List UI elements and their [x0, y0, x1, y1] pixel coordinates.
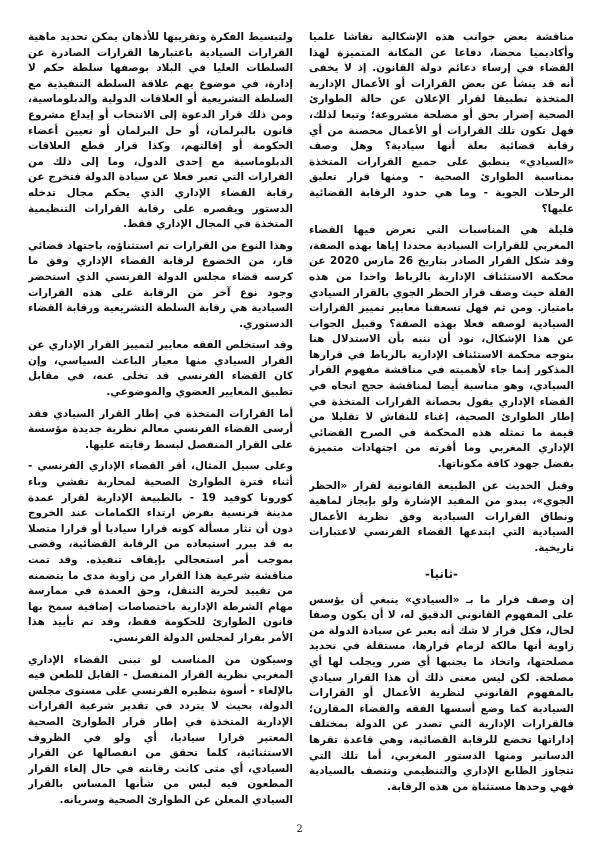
page-number: 2: [296, 824, 303, 835]
paragraph: وعلى سبيل المثال، أقر القضاء الإداري الفرنسي - أثناء فترة الطوارئ الصحية لمحاربة تفشي وباء كورونا كوفيد 19 - بالطبيعة الإدارية لقرار عمدة مدينة فرنسية بفرض ارتداء الكمامات عند الخروج دون أن تثار مسألة كونه قرارا سياديا أو قرارا متصلا به قد يبرر استبعاده من الرقابة القضائية، وقضى بموجب أمر استعجالي بإيقاف تنفيذه. وقد تمت مناقشة شرعية هذا القرار من زاوية مدى ما يتضمنه من تقييد لحرية التنقل، وحق العمدة في ممارسة مهام الشرطة الإدارية باختصاصات إضافية سمح بها قانون الطوارئ للحكومة فقط، وقد تم تأييد هذا الأمر بقرار لمجلس الدولة الفرنسي.: [28, 460, 293, 644]
paragraph: ولتبسيط الفكرة وتقريبها للأذهان يمكن تحديد ماهية القرارات السيادية باعتبارها القرارات الصادرة عن السلطات العليا في البلاد بوصفها سلطة حكم لا إدارة، في موضوع يهم علاقة السلطة التنفيذية مع السلطة التشريعية أو العلاقات الدولية والدبلوماسية، ومن ذلك قرار الدعوة إلى الانتخاب أو إيداع مشروع قانون بالبرلمان، أو حل البرلمان أو تعيين أعضاء الحكومة أو إقالتهم، وكذا قرار قطع العلاقات الدبلوماسية مع إحدى الدول، وما إلى ذلك من القرارات التي تعبر فعلا عن سيادة الدولة فتخرج عن رقابة القضاء الإداري الذي يحكم مجال تدخله الدستور ويقصره على رقابة القرارات التنظيمية المتخذة في المجال الإداري فقط.: [28, 31, 293, 231]
paragraph: وقد استخلص الفقه معايير لتمييز القرار الإداري عن القرار السيادي منها معيار الباعث السياسي، وإن كان القضاء الفرنسي قد تخلى عنه، في مقابل تطبيق المعايير العضوي والموضوعي.: [28, 339, 293, 399]
paragraph: وقبل الحديث عن الطبيعة القانونية لقرار «الحظر الجوي»، يبدو من المفيد الإشارة ولو بإيجاز لماهية ونطاق القرارات السيادية وفق نظرية الأعمال السيادية التي ابتدعها القضاء الفرنسي لاعتبارات تاريخية.: [309, 479, 574, 554]
paragraph: مناقشة بعض جوانب هذه الإشكالية نقاشا علميا وأكاديميا محضا، دفاعا عن المكانة المتميزة لهذا القضاء في إرساء دعائم دولة القانون. إذ لا يخفى أنه قد ينشأ عن بعض القرارات أو الأعمال الإدارية المتخذة تطبيقا لقرار الإعلان عن حالة الطوارئ الصحية إضرار بحق أو مصلحة مشروعة؛ وتبعا لذلك، فهل تكون تلك القرارات أو الأعمال محصنة من أي رقابة قضائية بعلة أنها سيادية؟ وهل وصف «السيادي» ينطبق على جميع القرارات المتخذة بمناسبة الطوارئ الصحية - ومنها قرار تعليق الرحلات الجوية - وما هي حدود الرقابة القضائية عليها؟: [309, 31, 574, 215]
section-separator: -ثانيا-: [425, 566, 458, 581]
paragraph: قليلة هي المناسبات التي تعرض فيها القضاء المغربي للقرارات السيادية محددا إياها بهذه الصفة، وقد شكل القرار الصادر بتاريخ 26 مارس 2020 عن محكمة الاستئناف الإدارية بالرباط واحدا من هذه القلة حيث وصف قرار الحظر الجوي بالقرار السيادي بامتياز. ومن ثم فهل تسعفنا معايير تمييز القرارات السيادية لوصفه فعلا بهذه الصفة؟ وقبيل الجواب عن هذا الإشكال، نود أن ننبه بأن الاستدلال هنا بتوجه محكمة الاستئناف الإدارية بالرباط في قرارها المذكور إنما جاء لأهميته في مناقشة مفهوم القرار السيادي، وهو مناسبة أيضا لمناقشة حجج اتجاه في القضاء الإداري يقول بحصانة القرارات المتخذة في إطار الطوارئ الصحية، إغناء للنقاش لا تقليلا من قيمة ما تمثله هذه المحكمة في الصرح القضائي الإداري المغربي وما أقرته من اجتهادات متميزة بفضل جهود كافة مكوناتها.: [309, 224, 574, 471]
right-column: [309, 30, 574, 820]
paragraph: وهذا النوع من القرارات تم استثناؤه، باجتهاد قضائي قار، من الخضوع لرقابة القضاء الإداري وفق ما كرسه قضاء مجلس الدولة الفرنسي الذي استحضر وجود نوع آخر من الرقابة على هذه القرارات السيادية هي رقابة السلطة التشريعية ورقابة القضاء الدستوري.: [28, 239, 293, 330]
paragraph: وسيكون من المناسب لو تبنى القضاء الإداري المغربي نظرية القرار المنفصل - القابل للطعن فيه بالإلغاء - أسوة بنظيره الفرنسي على مستوى مجلس الدولة، بحيث لا يتردد في تقدير شرعية القرارات الإدارية المتخذة في إطار قرار الطوارئ الصحية المعتبر قرارا سياديا، أي ولو في الظروف الاستثنائية، كلما تحقق من انفصالها عن القرار السيادي، أي متى كانت رقابته في حال إلغاء القرار المطعون فيه ليس من شأنها المساس بالقرار السيادي المعلن عن الطوارئ الصحية وسريانه.: [28, 653, 293, 806]
left-column: [28, 30, 293, 820]
paragraph: أما القرارات المتخذة في إطار القرار السيادي فقد أرسى القضاء الفرنسي معالم نظرية جديدة مؤسسة على القرار المنفصل لبسط رقابته عليها.: [28, 407, 293, 451]
paragraph: إن وصف قرار ما بـ «السيادي» ينبغي أن يؤسس على المفهوم القانوني الدقيق له، لا أن يكون وصفا لحال، فكل قرار لا شك أنه يعبر عن سيادة الدولة من زاوية أنها مالكة لزمام قرارها، مستقلة في تحديد مصلحتها، واتخاذ ما يجنبها أي ضرر ويجلب لها أي مصلحة. لكن ليس معنى ذلك أن هذا القرار سيادي بالمفهوم القانوني لنظرية الأعمال أو القرارات السيادية كما وضع أسسها الفقه والقضاء المقارن؛ فالقرارات الإدارية التي تصدر عن الدولة بمختلف إداراتها تخضع للرقابة القضائية، وهي قاعدة تقرها الدساتير ومنها الدستور المغربي، أما تلك التي تتجاوز الطابع الإداري والتنظيمي وتتصف بالسيادية فهي وحدها مستثناة من هذه الرقابة.: [309, 593, 574, 793]
article-page: [28, 30, 574, 820]
